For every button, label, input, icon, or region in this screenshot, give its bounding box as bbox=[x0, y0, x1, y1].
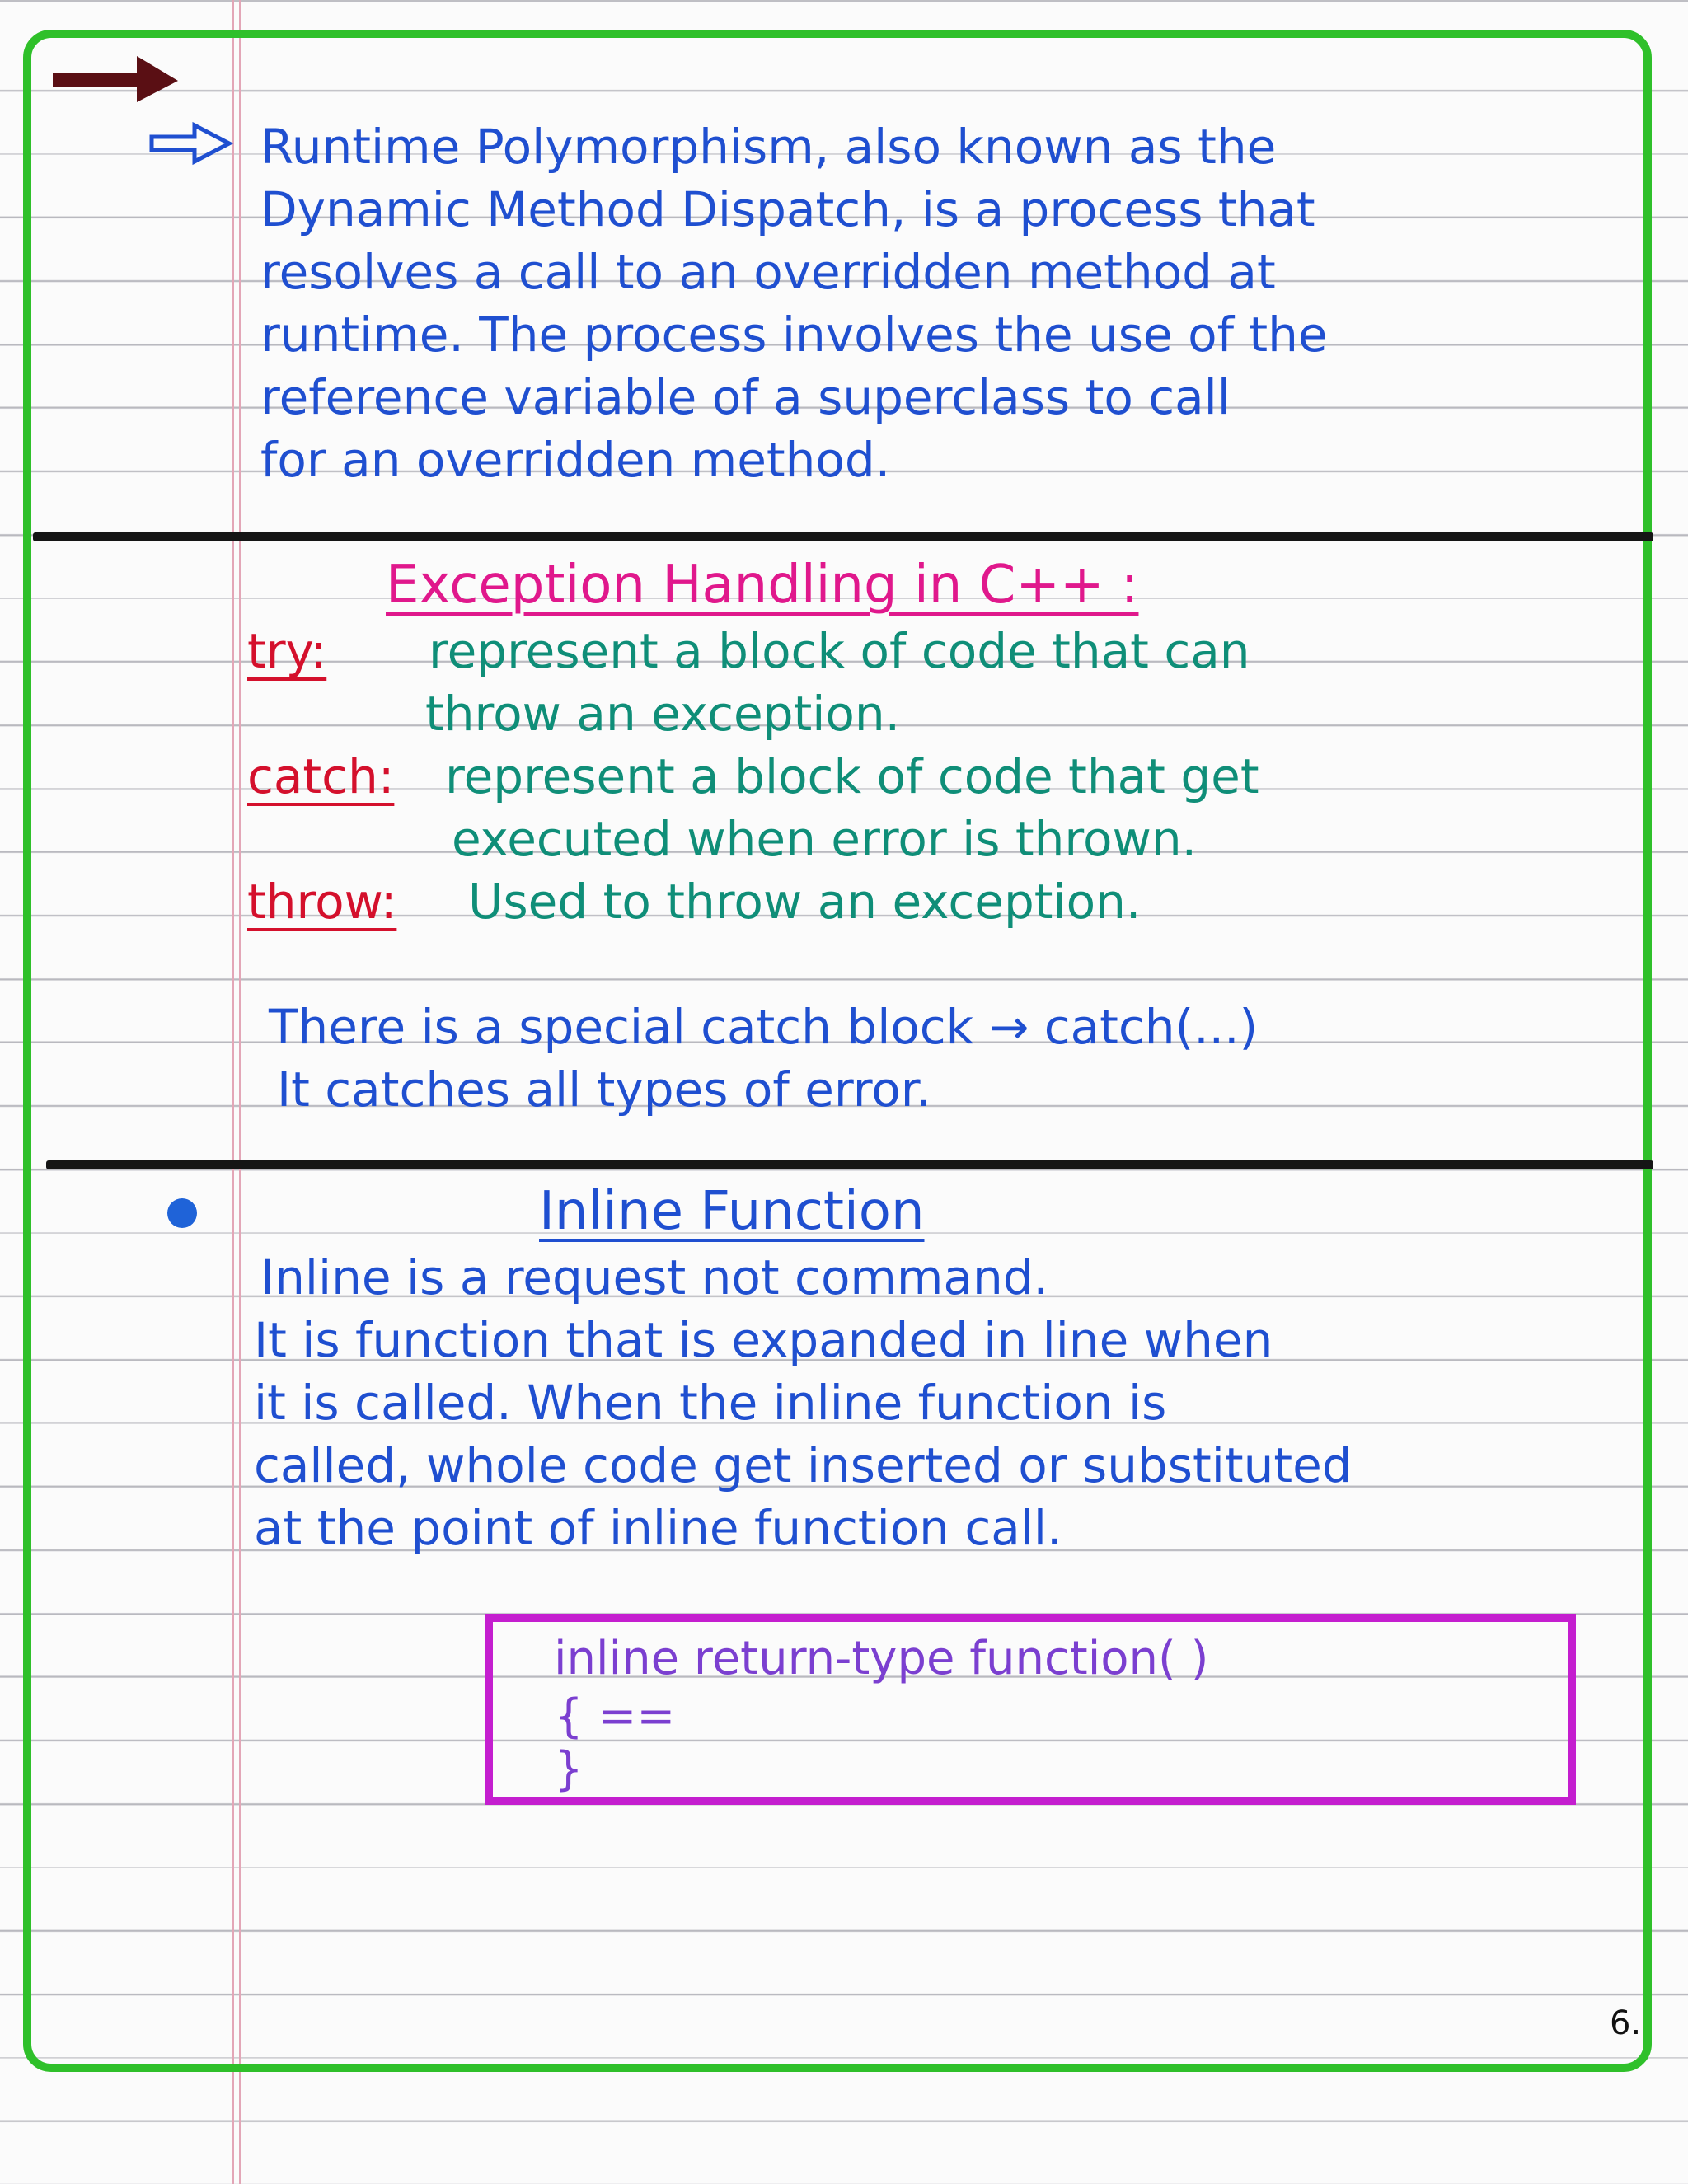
inline-line: it is called. When the inline function is bbox=[254, 1375, 1167, 1431]
inline-line: It is function that is expanded in line when bbox=[254, 1312, 1273, 1368]
intro-line: reference variable of a superclass to call bbox=[260, 369, 1231, 425]
code-line: { == bbox=[554, 1690, 676, 1743]
try-definition: represent a block of code that can bbox=[429, 623, 1250, 679]
inline-line: called, whole code get inserted or substituted bbox=[254, 1437, 1353, 1493]
inline-line: at the point of inline function call. bbox=[254, 1500, 1062, 1556]
catch-definition: executed when error is thrown. bbox=[452, 811, 1198, 867]
page-number: 6. bbox=[1610, 2004, 1642, 2042]
inline-heading: Inline Function bbox=[539, 1181, 925, 1242]
intro-line: Dynamic Method Dispatch, is a process that bbox=[260, 181, 1315, 237]
special-catch-note: There is a special catch block → catch(...) bbox=[269, 999, 1259, 1055]
code-line: inline return-type function( ) bbox=[554, 1632, 1209, 1685]
catch-term: catch: bbox=[247, 748, 395, 804]
exception-heading: Exception Handling in C++ : bbox=[386, 555, 1139, 616]
throw-definition: Used to throw an exception. bbox=[468, 874, 1142, 930]
intro-line: Runtime Polymorphism, also known as the bbox=[260, 119, 1277, 175]
special-catch-note: It catches all types of error. bbox=[277, 1062, 931, 1118]
intro-line: resolves a call to an overridden method at bbox=[260, 244, 1276, 300]
intro-line: runtime. The process involves the use of the bbox=[260, 307, 1328, 363]
arrow-marker-icon bbox=[46, 48, 186, 105]
code-line: } bbox=[554, 1742, 584, 1796]
section-divider bbox=[46, 1160, 1653, 1169]
inline-line: Inline is a request not command. bbox=[260, 1249, 1048, 1305]
intro-line: for an overridden method. bbox=[260, 432, 891, 488]
section-divider bbox=[33, 532, 1653, 541]
bullet-dot-icon bbox=[167, 1198, 197, 1228]
try-definition: throw an exception. bbox=[425, 686, 901, 742]
catch-definition: represent a block of code that get bbox=[445, 748, 1259, 804]
throw-term: throw: bbox=[247, 874, 397, 930]
try-term: try: bbox=[247, 623, 327, 679]
hollow-arrow-icon bbox=[147, 119, 237, 168]
